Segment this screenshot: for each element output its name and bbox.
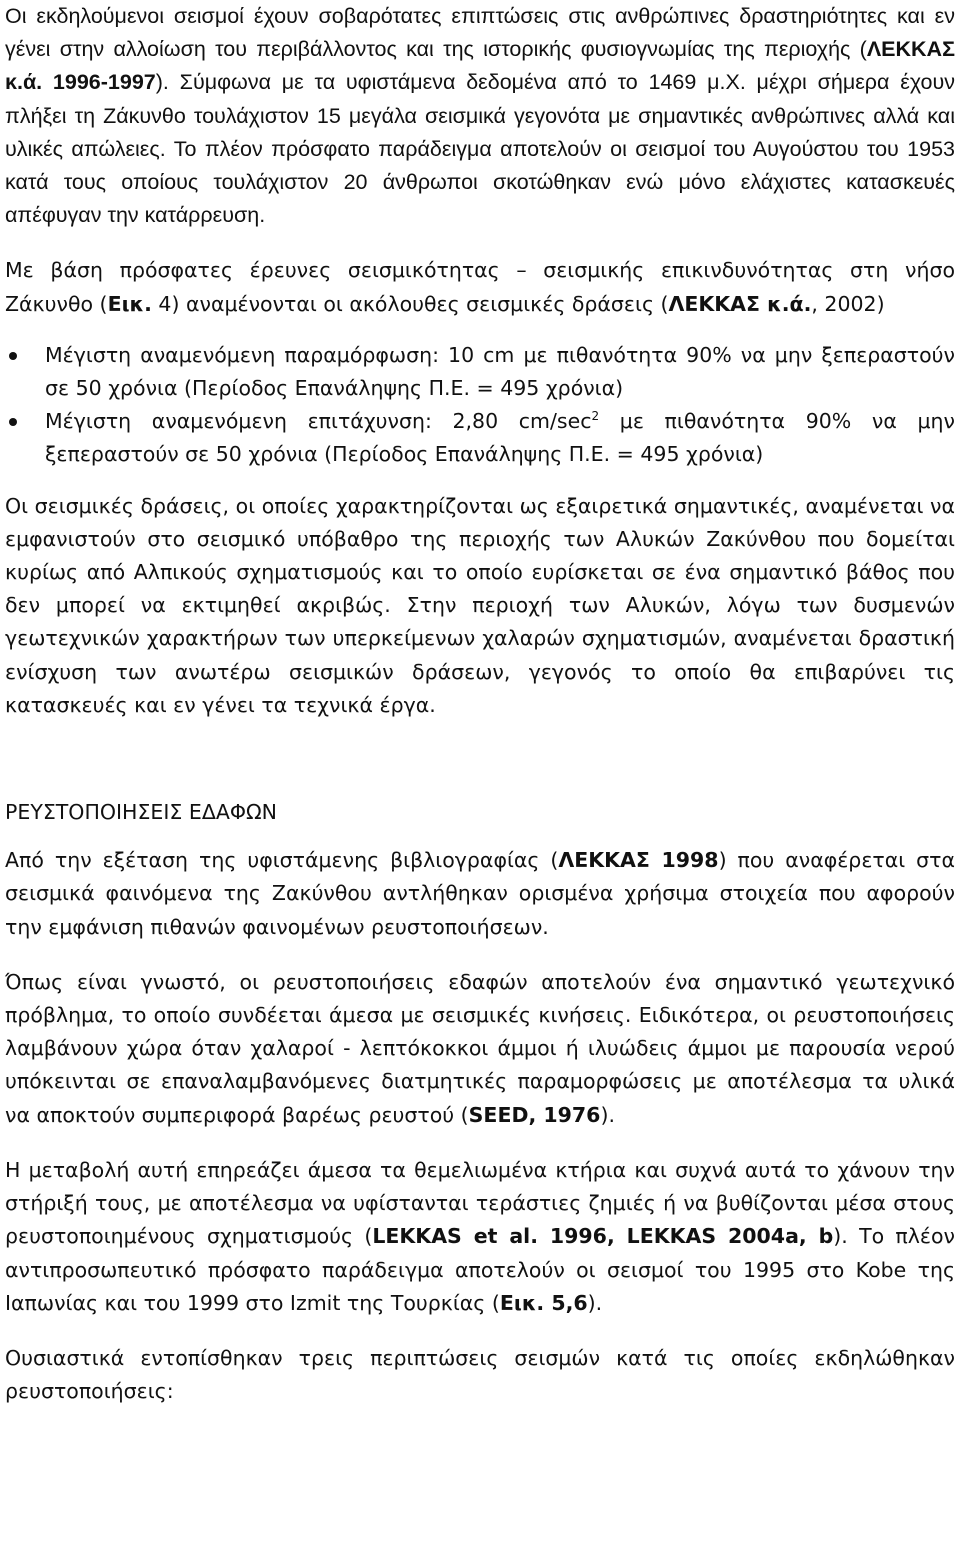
paragraph-recent-research <box>5 254 955 320</box>
text: ). <box>587 1290 603 1315</box>
text: ). <box>600 1102 615 1127</box>
citation: ΛΕΚΚΑΣ κ.ά. <box>668 291 812 316</box>
section-heading: ΡΕΥΣΤΟΠΟΙΗΣΕΙΣ ΕΔΑΦΩΝ <box>5 800 278 825</box>
text: ). Σύμφωνα με τα υφιστάμενα δεδομένα από το 1469 μ.Χ. μέχρι σήμερα έχουν πλήξει τη Ζάκυνθο τουλάχιστον 15 μεγάλα σεισμικά γεγονότα με σημαντικές ανθρώπινες αλλά και υλικές απώλειες. Το πλέον πρόσφατο παράδειγμα αποτελούν οι σεισμοί του Αυγούστου του 1953 κατά τους οποίους τουλάχιστον 20 άνθρωποι σκοτώθηκαν ενώ μόνο ελάχιστες κατασκευές απέφυγαν την κατάρρευση. <box>5 70 955 228</box>
text: ). Το πλέον αντιπροσωπευτικό πρόσφατο παράδειγμα αποτελούν οι σεισμοί του 1995 στο Kobe της Ιαπωνίας και του 1999 στο Izmit της Τουρκίας ( <box>5 1224 955 1315</box>
document-page <box>5 0 955 1408</box>
list-item-text: με πιθανότητα 90% να μην ξεπεραστούν σε 50 χρόνια (Περίοδος Επανάληψης Π.Ε. = 495 χρόνια) <box>45 409 955 467</box>
list-item-text: Μέγιστη αναμενόμενη επιτάχυνση: 2,80 cm/sec <box>45 409 592 434</box>
paragraph-seismic-impacts <box>5 0 955 232</box>
text: Με βάση πρόσφατες έρευνες σεισμικότητας – σεισμικής επικινδυνότητας στη νήσο Ζάκυνθο ( <box>5 258 955 316</box>
text: , 2002) <box>811 291 885 316</box>
citation: SEED, 1976 <box>468 1102 601 1127</box>
bullet-icon <box>9 352 17 360</box>
citation: ΛΕΚΚΑΣ 1998 <box>558 848 719 873</box>
superscript: 2 <box>591 409 600 424</box>
paragraph-liquefaction-cases: Ουσιαστικά εντοπίσθηκαν τρεις περιπτώσεις σεισμών κατά τις οποίες εκδηλώθηκαν ρευστοποιήσεις: <box>5 1345 955 1404</box>
text: ) που αναφέρεται στα σεισμικά φαινόμενα της Ζακύνθου αντλήθηκαν ορισμένα χρήσιμα στοιχεία που αφορούν την εμφάνιση πιθανών φαινομένων ρευστοποιήσεων. <box>5 848 956 939</box>
text: Η μεταβολή αυτή επηρεάζει άμεσα τα θεμελιωμένα κτήρια και συχνά αυτά το χάνουν την στήριξή τους, με αποτέλεσμα να υφίστανται τεράστιες ζημιές ή να βυθίζονται μέσα στους ρευστοποιημένους σχηματισμούς ( <box>5 1157 955 1249</box>
text: Όπως είναι γνωστό, οι ρευστοποιήσεις εδαφών αποτελούν ένα σημαντικό γεωτεχνικό πρόβλημα, το οποίο συνδέεται άμεσα με σεισμικές κινήσεις. Ειδικότερα, οι ρευστοποιήσεις λαμβάνουν χώρα όταν χαλαροί - λεπτόκοκκοι άμμοι ή ιλυώδεις άμμοι με παρουσία νερού υπόκεινται σε επαναλαμβανόμενες διατμητικές παραμορφώσεις με αποτέλεσμα τα υλικά να αποκτούν συμπεριφορά βαρέως ρευστού ( <box>5 969 955 1127</box>
citation: LEKKAS et al. 1996, LEKKAS 2004a, b <box>372 1224 834 1249</box>
bullet-icon <box>9 418 17 426</box>
seismic-actions-list <box>5 339 955 472</box>
list-item <box>5 339 955 405</box>
paragraph-liquefaction-definition <box>5 966 955 1132</box>
text: Από την εξέταση της υφιστάμενης βιβλιογραφίας ( <box>5 848 559 873</box>
citation: ΛΕΚΚΑΣ κ.ά. 1996-1997 <box>5 37 955 95</box>
figure-reference: Εικ. <box>107 291 152 316</box>
paragraph-liquefaction-effects <box>5 1154 955 1320</box>
text: Οι εκδηλούμενοι σεισμοί έχουν σοβαρότατες επιπτώσεις στις ανθρώπινες δραστηριότητες και εν γένει στην αλλοίωση του περιβάλλοντος και της ιστορικής φυσιογνωμίας της περιοχής ( <box>5 4 955 62</box>
text: 4) αναμένονται οι ακόλουθες σεισμικές δράσεις ( <box>151 291 669 316</box>
list-item-text: Μέγιστη αναμενόμενη παραμόρφωση: 10 cm με πιθανότητα 90% να μην ξεπεραστούν σε 50 χρόνια (Περίοδος Επανάληψης Π.Ε. = 495 χρόνια) <box>45 342 955 401</box>
paragraph-seismic-actions: Οι σεισμικές δράσεις, οι οποίες χαρακτηρίζονται ως εξαιρετικά σημαντικές, αναμένεται να εμφανιστούν στο σεισμικό υπόβαθρο της περιοχής των Αλυκών Ζακύνθου που δομείται κυρίως από Αλπικούς σχηματισμούς και το οποίο ευρίσκεται σε ένα σημαντικό βάθος που δεν μπορεί να εκτιμηθεί ακριβώς. Στην περιοχή των Αλυκών, λόγω των δυσμενών γεωτεχνικών χαρακτήρων των υπερκείμενων χαλαρών σχηματισμών, αναμένεται δραστική ενίσχυση των ανωτέρω σεισμικών δράσεων, γεγονός το οποίο θα επιβαρύνει τις κατασκευές και εν γένει τα τεχνικά έργα. <box>5 493 955 717</box>
figure-reference: Εικ. 5,6 <box>499 1290 588 1315</box>
list-item <box>5 405 955 471</box>
paragraph-bibliography <box>5 844 955 944</box>
